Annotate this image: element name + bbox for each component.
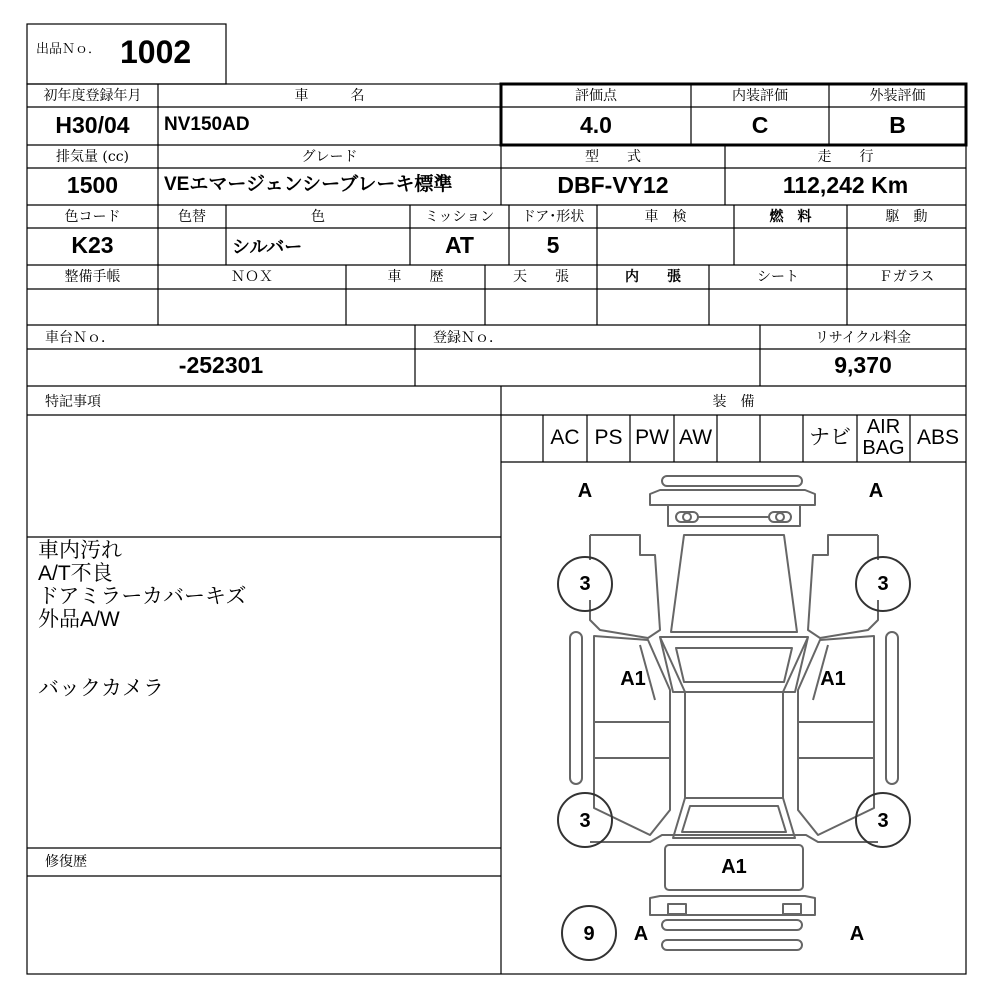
equipment-label: 装 備 (712, 394, 755, 410)
note-line: A/T不良 (38, 562, 113, 585)
note-line: バックカメラ (38, 677, 164, 700)
damage-rear-right-corner: A (849, 923, 865, 945)
color-code-label: 色コード (64, 209, 121, 225)
recycle-fee-label: リサイクル料金 (814, 330, 912, 346)
interior-trim-label: 内 張 (625, 269, 681, 285)
door-shape-label: ドア･形状 (521, 209, 585, 225)
color-value: シルバー (232, 237, 303, 257)
damage-spare-tire: 9 (583, 923, 595, 945)
transmission-label: ミッション (424, 209, 495, 225)
lot-number-value: 1002 (120, 34, 192, 70)
drive-label: 駆 動 (885, 209, 928, 225)
registration-date-value: H30/04 (55, 112, 130, 138)
chassis-number-value: -252301 (178, 352, 264, 378)
exterior-grade-label: 外装評価 (869, 88, 926, 104)
damage-front-left-corner: A (577, 480, 593, 502)
seat-label: シート (757, 269, 799, 285)
damage-left-side: A1 (620, 668, 646, 690)
equipment-item-aw: AW (678, 426, 713, 449)
grade-value: VEエマージェンシーブレーキ標準 (164, 174, 453, 195)
color-label: 色 (311, 209, 325, 225)
chassis-number-label: 車台Ｎｏ． (45, 330, 115, 346)
front-glass-label: Ｆガラス (878, 269, 935, 285)
note-line: 車内汚れ (38, 539, 122, 562)
color-code-value: K23 (71, 232, 114, 258)
score-value: 4.0 (580, 112, 612, 138)
damage-rear-panel: A1 (721, 856, 747, 878)
repair-history-label: 修復歴 (45, 854, 87, 870)
door-shape-value: 5 (546, 232, 560, 258)
damage-right-side: A1 (820, 668, 846, 690)
registration-date-label: 初年度登録年月 (43, 88, 142, 104)
damage-front-right-corner: A (868, 480, 884, 502)
damage-front-right-wheel: 3 (877, 573, 889, 595)
fuel-label: 燃 料 (769, 209, 812, 225)
recycle-fee-value: 9,370 (834, 352, 892, 378)
vehicle-history-label: 車 歴 (387, 269, 444, 285)
exterior-grade-value: B (889, 112, 906, 138)
equipment-item-airbag: AIR BAG (862, 416, 905, 459)
nox-label: ＮＯＸ (231, 269, 273, 285)
car-name-label: 車 名 (294, 88, 365, 104)
damage-rear-left-corner: A (633, 923, 649, 945)
equipment-item-pw: PW (635, 426, 669, 449)
roof-lining-label: 天 張 (513, 269, 569, 285)
equipment-item-navi: ナビ (809, 426, 851, 449)
grade-label: グレード (301, 149, 358, 165)
service-record-label: 整備手帳 (64, 269, 121, 285)
damage-rear-right-wheel: 3 (877, 810, 889, 832)
mileage-label: 走 行 (817, 149, 874, 165)
equipment-item-ac: AC (550, 426, 580, 449)
interior-grade-label: 内装評価 (732, 88, 788, 104)
registration-number-label: 登録Ｎｏ． (433, 330, 503, 346)
score-label: 評価点 (575, 88, 617, 104)
equipment-item-ps: PS (594, 426, 623, 449)
car-name-value: NV150AD (164, 114, 250, 135)
note-line: 外品A/W (38, 608, 120, 631)
equipment-item-abs: ABS (916, 426, 960, 449)
inspection-label: 車 検 (644, 209, 687, 225)
damage-front-left-wheel: 3 (579, 573, 591, 595)
displacement-value: 1500 (66, 172, 119, 198)
mileage-value: 112,242 Km (782, 172, 909, 198)
note-line: ドアミラーカバーキズ (38, 585, 247, 608)
lot-number-label: 出品Ｎｏ． (36, 42, 102, 57)
displacement-label: 排気量 (cc) (55, 149, 130, 165)
model-code-label: 型 式 (585, 149, 641, 165)
notes-label: 特記事項 (45, 394, 101, 410)
damage-rear-left-wheel: 3 (579, 810, 591, 832)
interior-grade-value: C (751, 112, 769, 138)
recolor-label: 色替 (178, 209, 206, 225)
transmission-value: AT (445, 232, 474, 258)
model-code-value: DBF-VY12 (557, 172, 669, 198)
